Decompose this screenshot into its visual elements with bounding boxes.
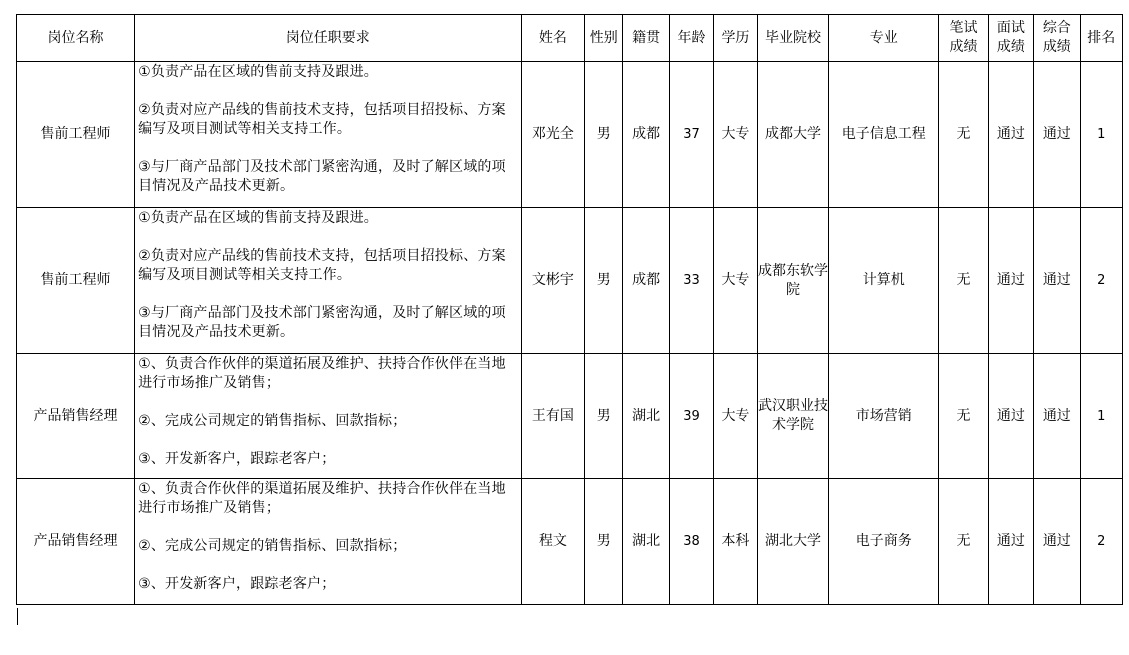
requirement-item: ①、负责合作伙伴的渠道拓展及维护、扶持合作伙伴在当地进行市场推广及销售；: [138, 356, 506, 391]
cell-education: 大专: [714, 62, 757, 208]
cell-written-score: 无: [939, 208, 988, 354]
cell-interview-score: 通过: [988, 354, 1033, 479]
cell-school: 成都大学: [757, 62, 829, 208]
cell-position: 产品销售经理: [17, 479, 135, 605]
cell-overall-score: 通过: [1034, 479, 1080, 605]
cell-interview-score: 通过: [988, 479, 1033, 605]
requirement-item: ③、开发新客户，跟踪老客户；: [138, 576, 336, 592]
cell-major: 市场营销: [829, 354, 939, 479]
cell-origin: 成都: [623, 62, 669, 208]
requirement-item: ②、完成公司规定的销售指标、回款指标；: [138, 413, 407, 429]
cell-gender: 男: [585, 354, 623, 479]
header-name: 姓名: [521, 15, 585, 62]
cell-gender: 男: [585, 479, 623, 605]
cell-school: 武汉职业技术学院: [757, 354, 829, 479]
cell-written-score: 无: [939, 354, 988, 479]
header-requirements: 岗位任职要求: [135, 15, 521, 62]
cell-major: 计算机: [829, 208, 939, 354]
cell-written-score: 无: [939, 62, 988, 208]
cell-school: 成都东软学院: [757, 208, 829, 354]
cell-rank: 2: [1080, 479, 1122, 605]
header-origin: 籍贯: [623, 15, 669, 62]
cell-rank: 1: [1080, 62, 1122, 208]
cell-rank: 1: [1080, 354, 1122, 479]
cell-name: 王有国: [521, 354, 585, 479]
header-written-score: 笔试 成绩: [939, 15, 988, 62]
requirement-item: ①、负责合作伙伴的渠道拓展及维护、扶持合作伙伴在当地进行市场推广及销售；: [138, 481, 506, 516]
cell-requirements: [135, 208, 521, 354]
cell-major: 电子信息工程: [829, 62, 939, 208]
header-age: 年龄: [669, 15, 713, 62]
cell-origin: 成都: [623, 208, 669, 354]
table-row: [17, 62, 1123, 208]
table-row: [17, 354, 1123, 479]
cell-gender: 男: [585, 208, 623, 354]
requirement-item: ②、完成公司规定的销售指标、回款指标；: [138, 538, 407, 554]
cell-origin: 湖北: [623, 479, 669, 605]
cell-written-score: 无: [939, 479, 988, 605]
header-row: [17, 15, 1123, 62]
cell-age: 37: [669, 62, 713, 208]
requirement-item: ③与厂商产品部门及技术部门紧密沟通，及时了解区域的项目情况及产品技术更新。: [138, 159, 506, 194]
header-education: 学历: [714, 15, 757, 62]
cell-origin: 湖北: [623, 354, 669, 479]
cell-rank: 2: [1080, 208, 1122, 354]
requirement-item: ③、开发新客户，跟踪老客户；: [138, 451, 336, 467]
candidate-table: [16, 14, 1123, 605]
cell-requirements: [135, 62, 521, 208]
cell-education: 大专: [714, 208, 757, 354]
cell-name: 程文: [521, 479, 585, 605]
cell-interview-score: 通过: [988, 208, 1033, 354]
cell-age: 38: [669, 479, 713, 605]
cell-interview-score: 通过: [988, 62, 1033, 208]
cell-education: 大专: [714, 354, 757, 479]
cell-position: 产品销售经理: [17, 354, 135, 479]
cell-overall-score: 通过: [1034, 354, 1080, 479]
cell-position: 售前工程师: [17, 62, 135, 208]
cell-name: 邓光全: [521, 62, 585, 208]
header-major: 专业: [829, 15, 939, 62]
header-rank: 排名: [1080, 15, 1122, 62]
requirement-item: ②负责对应产品线的售前技术支持，包括项目招投标、方案编写及项目测试等相关支持工作。: [138, 248, 506, 283]
requirement-item: ①负责产品在区域的售前支持及跟进。: [138, 210, 379, 226]
cell-requirements: [135, 479, 521, 605]
cell-age: 33: [669, 208, 713, 354]
cell-gender: 男: [585, 62, 623, 208]
header-school: 毕业院校: [757, 15, 829, 62]
cell-major: 电子商务: [829, 479, 939, 605]
cell-name: 文彬宇: [521, 208, 585, 354]
cell-overall-score: 通过: [1034, 62, 1080, 208]
header-position: 岗位名称: [17, 15, 135, 62]
cell-overall-score: 通过: [1034, 208, 1080, 354]
requirement-item: ③与厂商产品部门及技术部门紧密沟通，及时了解区域的项目情况及产品技术更新。: [138, 305, 506, 340]
header-interview-score: 面试 成绩: [988, 15, 1033, 62]
cell-age: 39: [669, 354, 713, 479]
cell-school: 湖北大学: [757, 479, 829, 605]
cell-education: 本科: [714, 479, 757, 605]
table-row: [17, 208, 1123, 354]
text-cursor[interactable]: [17, 608, 18, 625]
cell-position: 售前工程师: [17, 208, 135, 354]
header-overall-score: 综合 成绩: [1034, 15, 1080, 62]
requirement-item: ①负责产品在区域的售前支持及跟进。: [138, 64, 379, 80]
requirement-item: ②负责对应产品线的售前技术支持，包括项目招投标、方案编写及项目测试等相关支持工作。: [138, 102, 506, 137]
cell-requirements: [135, 354, 521, 479]
table-row: [17, 479, 1123, 605]
header-gender: 性别: [585, 15, 623, 62]
